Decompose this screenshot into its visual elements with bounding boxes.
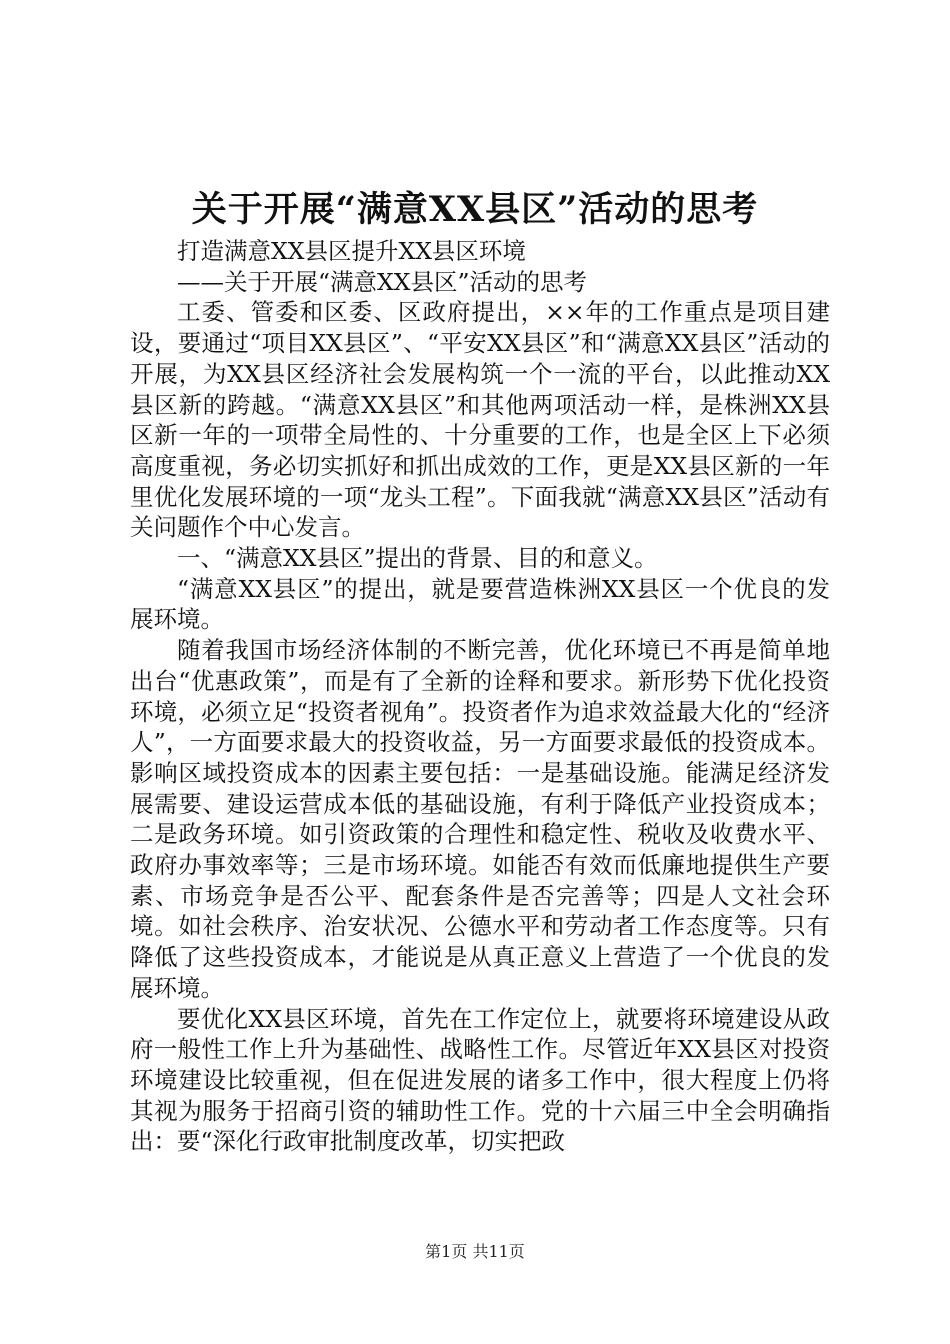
subtitle-line-2: ——关于开展“满意XX县区”活动的思考 — [177, 267, 587, 296]
document-title: 关于开展“满意XX县区”活动的思考 — [191, 189, 759, 230]
subtitle-line-1: 打造满意XX县区提升XX县区环境 — [177, 237, 526, 265]
paragraph: “满意XX县区”的提出，就是要营造株洲XX县区一个优良的发展环境。 — [130, 574, 830, 634]
page-footer: 第1页 共11页 — [425, 1242, 525, 1261]
document-body — [130, 236, 830, 1157]
paragraph: 工委、管委和区委、区政府提出，××年的工作重点是项目建设，要通过“项目XX县区”、“平安XX县区”和“满意XX县区”活动的开展，为XX县区经济社会发展构筑一个一流的平台，以此推动XX县区新的跨越。“满意XX县区”和其他两项活动一样，是株洲XX县区新一年的一项带全局性的、十分重要的工作，也是全区上下必须高度重视，务必切实抓好和抓出成效的工作，更是XX县区新的一年里优化发展环境的一项“龙头工程”。下面我就“满意XX县区”活动有关问题作个中心发言。 — [130, 298, 830, 542]
paragraph: 随着我国市场经济体制的不断完善，优化环境已不再是简单地出台“优惠政策”，而是有了全新的诠释和要求。新形势下优化投资环境，必须立足“投资者视角”。投资者作为追求效益最大化的“经济人”，一方面要求最大的投资收益，另一方面要求最低的投资成本。影响区域投资成本的因素主要包括：一是基础设施。能满足经济发展需要、建设运营成本低的基础设施，有利于降低产业投资成本；二是政务环境。如引资政策的合理性和稳定性、税收及收费水平、政府办事效率等；三是市场环境。如能否有效而低廉地提供生产要素、市场竞争是否公平、配套条件是否完善等；四是人文社会环境。如社会秩序、治安状况、公德水平和劳动者工作态度等。只有降低了这些投资成本，才能说是从真正意义上营造了一个优良的发展环境。 — [130, 636, 830, 1002]
paragraph: 要优化XX县区环境，首先在工作定位上，就要将环境建设从政府一般性工作上升为基础性、战略性工作。尽管近年XX县区对投资环境建设比较重视，但在促进发展的诸多工作中，很大程度上仍将其视为服务于招商引资的辅助性工作。党的十六届三中全会明确指出：要“深化行政审批制度改革，切实把政 — [130, 1004, 830, 1156]
section-heading: 一、“满意XX县区”提出的背景、目的和意义。 — [177, 544, 658, 573]
